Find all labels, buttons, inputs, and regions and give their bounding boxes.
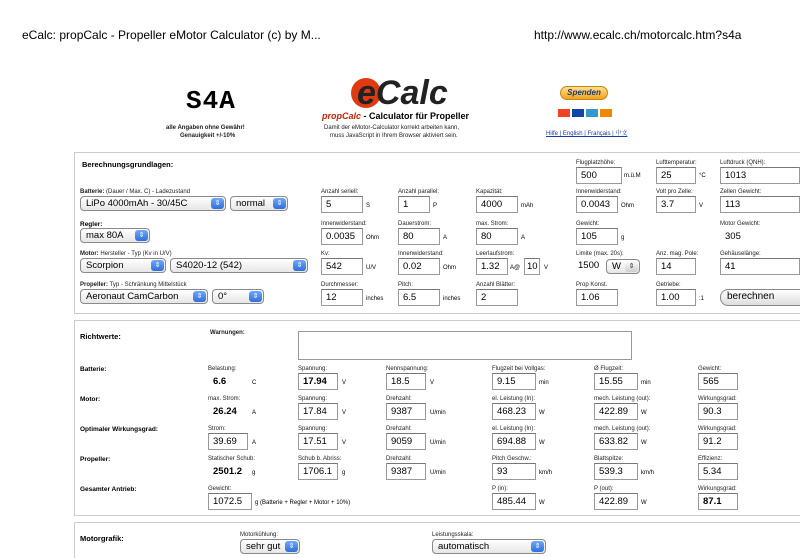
optimal-efficiency-value: 91.2	[698, 433, 738, 450]
pitch-speed-label: Pitch Geschw.:	[492, 456, 532, 462]
pitch-unit: inches	[443, 296, 461, 302]
scale-select[interactable]	[432, 539, 546, 554]
parallel-input[interactable]: 1	[398, 196, 430, 213]
elevation-label: Flugplatzhöhe:	[576, 160, 616, 166]
calculate-button[interactable]: berechnen	[720, 289, 800, 306]
subtitle-text: - Calculator für Propeller	[361, 111, 470, 121]
motor-power-in-label: el. Leistung (In):	[492, 396, 536, 402]
parallel-label: Anzahl parallel:	[398, 189, 440, 195]
motor-efficiency-value: 90.3	[698, 403, 738, 420]
static-thrust-label: Statischer Schub:	[208, 456, 256, 462]
prop-const-input[interactable]: 1.06	[576, 289, 618, 306]
temperature-unit: °C	[699, 173, 706, 179]
pressure-label: Luftdruck (QNH):	[720, 160, 766, 166]
result-propeller-label: Propeller:	[80, 456, 111, 463]
ctrl-weight-input[interactable]: 105	[576, 228, 618, 245]
optimal-power-in-value: 694.88	[492, 433, 536, 450]
charge-state-select[interactable]	[230, 196, 288, 211]
elevation-input[interactable]: 500	[576, 167, 622, 184]
s4a-logo: S4A	[186, 86, 236, 116]
cell-resistance-input[interactable]: 0.0043	[576, 196, 618, 213]
gear-input[interactable]: 1.00	[656, 289, 696, 306]
limit-input[interactable]: 1500	[576, 258, 604, 275]
controller-select[interactable]	[80, 228, 150, 243]
results-title: Richtwerte:	[80, 332, 121, 341]
temperature-input[interactable]: 25	[656, 167, 696, 184]
flight-full-label: Flugzeit bei Vollgas:	[492, 366, 546, 372]
elevation-unit: m.ü.M	[624, 173, 641, 179]
motor-resistance-unit: Ohm	[443, 265, 457, 271]
gear-unit: :1	[699, 296, 705, 302]
pitch-angle-select[interactable]	[212, 289, 264, 304]
prop-const-label: Prop Konst.	[576, 282, 608, 288]
motor-rpm-value: 9387	[386, 403, 426, 420]
ctrl-current-label: Dauerstrom:	[398, 221, 432, 227]
blades-label: Anzahl Blätter:	[476, 282, 516, 288]
scale-label: Leistungsskala:	[432, 532, 474, 538]
battery-select-value: LiPo 4000mAh - 30/45C	[86, 198, 188, 209]
disclaimer-line1: alle Angaben ohne Gewähr!	[166, 125, 245, 131]
donate-button[interactable]: Spenden	[560, 86, 608, 100]
prop-rpm-value: 9387	[386, 463, 426, 480]
help-language-links[interactable]: Hilfe | English | Français | 中文	[546, 131, 628, 137]
chevron-updown-icon: ⇕	[193, 291, 206, 302]
battery-sublabel: (Dauer / Max. C) - Ladezustand	[104, 189, 191, 195]
idle-current-input[interactable]: 1.32	[476, 258, 508, 275]
optimal-efficiency-label: Wirkungsgrad:	[698, 426, 737, 432]
chevron-updown-icon: ⇕	[293, 260, 306, 271]
pitch-speed-unit: km/h	[539, 470, 553, 476]
battery-voltage-unit: V	[342, 380, 347, 386]
motor-sublabel: Hersteller - Typ (Kv in U/V)	[98, 251, 172, 257]
motor-voltage-label: Spannung:	[298, 396, 328, 402]
motor-power-in-value: 468.23	[492, 403, 536, 420]
cell-weight-input[interactable]: 113	[720, 196, 800, 213]
diameter-input[interactable]: 12	[321, 289, 363, 306]
capacity-label: Kapazität:	[476, 189, 503, 195]
motor-current-value: 26.24	[208, 403, 248, 420]
motor-power-out-label: mech. Leistung (out):	[594, 396, 651, 402]
chevron-updown-icon: ⇕	[273, 198, 286, 209]
idle-current-at: A@	[510, 265, 521, 271]
total-p-out-unit: W	[641, 500, 647, 506]
cooling-select[interactable]	[240, 539, 300, 554]
motorgraph-title: Motorgrafik:	[80, 534, 124, 543]
battery-voltage-label: Spannung:	[298, 366, 328, 372]
flight-avg-value: 15.55	[594, 373, 638, 390]
idle-voltage-input[interactable]: 10	[524, 258, 540, 275]
controller-label: Regler:	[80, 221, 103, 228]
total-efficiency-value: 87.1	[698, 493, 738, 510]
gear-label: Getriebe:	[656, 282, 681, 288]
propeller-sublabel: Typ - Schränkung Mittelstück	[108, 282, 187, 288]
parallel-unit: P	[433, 203, 438, 209]
battery-label-bold: Batterie:	[80, 189, 105, 195]
poles-label: Anz. mag. Pole:	[656, 251, 699, 257]
payment-card-icons	[558, 104, 622, 113]
motor-power-out-unit: W	[641, 410, 647, 416]
page-url: http://www.ecalc.ch/motorcalc.htm?s4a	[534, 28, 742, 42]
volt-per-cell-unit: V	[699, 203, 704, 209]
kv-unit: U/V	[366, 265, 377, 271]
ctrl-current-input[interactable]: 80	[398, 228, 440, 245]
ctrl-weight-label: Gewicht:	[576, 221, 600, 227]
static-thrust-unit: g	[252, 470, 256, 476]
chevron-updown-icon: ⇕	[135, 230, 148, 241]
cell-resistance-unit: Ohm	[621, 203, 635, 209]
ctrl-resistance-label: Innenwiderstand:	[321, 221, 367, 227]
battery-nominal-value: 18.5	[386, 373, 426, 390]
idle-voltage-unit: V	[544, 265, 549, 271]
motor-type-value: S4020-12 (542)	[176, 260, 243, 271]
propcalc-label: propCalc	[322, 111, 362, 121]
prop-efficiency-value: 5.34	[698, 463, 738, 480]
result-battery-label: Batterie:	[80, 366, 107, 373]
total-weight-value: 1072.5	[208, 493, 252, 510]
chevron-updown-icon: ⇕	[625, 261, 638, 272]
flight-full-value: 9.15	[492, 373, 536, 390]
tip-speed-value: 539.3	[594, 463, 638, 480]
flight-full-unit: min	[539, 380, 549, 386]
volt-per-cell-label: Volt pro Zelle:	[656, 189, 693, 195]
propeller-type-select[interactable]	[80, 289, 208, 304]
tip-speed-label: Blattspitze:	[594, 456, 624, 462]
optimal-voltage-unit: V	[342, 440, 347, 446]
js-note-line1: Damit der eMotor-Calculator korrekt arbeiten kann,	[324, 125, 460, 131]
optimal-rpm-value: 9059	[386, 433, 426, 450]
optimal-power-out-unit: W	[641, 440, 647, 446]
ctrl-max-label: max. Strom:	[476, 221, 509, 227]
ctrl-current-unit: A	[443, 235, 448, 241]
controller-select-value: max 80A	[86, 230, 124, 241]
total-weight-label: Gewicht:	[208, 486, 232, 492]
motor-type-select[interactable]	[170, 258, 308, 273]
result-motor-label: Motor:	[80, 396, 101, 403]
motor-label	[80, 251, 172, 257]
propeller-type-value: Aeronaut CamCarbon	[86, 291, 179, 302]
motor-power-in-unit: W	[539, 410, 545, 416]
battery-nominal-unit: V	[430, 380, 435, 386]
battery-nominal-label: Nennspannung:	[386, 366, 429, 372]
poles-input[interactable]: 14	[656, 258, 696, 275]
optimal-power-in-unit: W	[539, 440, 545, 446]
result-optimal-label: Optimaler Wirkungsgrad:	[80, 426, 158, 433]
optimal-power-in-label: el. Leistung (In):	[492, 426, 536, 432]
limit-unit-value: W	[612, 261, 621, 272]
total-p-out-label: P (out):	[594, 486, 614, 492]
window-title: eCalc: propCalc - Propeller eMotor Calculator (c) by M...	[22, 28, 321, 42]
kv-input[interactable]: 542	[321, 258, 363, 275]
scale-select-value: automatisch	[438, 541, 490, 552]
ecalc-logo: eCalc	[357, 74, 448, 112]
idle-current-label: Leerlaufstrom:	[476, 251, 515, 257]
chevron-updown-icon: ⇕	[531, 541, 544, 552]
case-length-input[interactable]: 41	[720, 258, 800, 275]
ctrl-resistance-input[interactable]: 0.0035	[321, 228, 363, 245]
chevron-updown-icon: ⇕	[249, 291, 262, 302]
battery-weight-label: Gewicht:	[698, 366, 722, 372]
motor-weight-value: 305	[720, 228, 800, 245]
optimal-voltage-value: 17.51	[298, 433, 338, 450]
result-total-label: Gesamter Antrieb:	[80, 486, 137, 493]
motor-current-label: max. Strom:	[208, 396, 241, 402]
ctrl-max-unit: A	[521, 235, 526, 241]
prop-rpm-unit: U/min	[430, 470, 446, 476]
chevron-updown-icon: ⇕	[151, 260, 164, 271]
blades-input[interactable]: 2	[476, 289, 518, 306]
temperature-label: Lufttemperatur:	[656, 160, 697, 166]
diameter-unit: inches	[366, 296, 384, 302]
battery-load-unit: C	[252, 380, 257, 386]
motor-voltage-value: 17.84	[298, 403, 338, 420]
optimal-rpm-label: Drehzahl:	[386, 426, 412, 432]
capacity-unit: mAh	[521, 203, 534, 209]
optimal-voltage-label: Spannung:	[298, 426, 328, 432]
optimal-power-out-value: 633.82	[594, 433, 638, 450]
kv-label: Kv:	[321, 251, 330, 257]
motor-weight-label: Motor Gewicht:	[720, 221, 761, 227]
warnings-box	[298, 331, 632, 360]
serial-label: Anzahl seriell:	[321, 189, 359, 195]
motor-voltage-unit: V	[342, 410, 347, 416]
total-p-in-value: 485.44	[492, 493, 536, 510]
ctrl-weight-unit: g	[621, 235, 625, 241]
disclaimer-line2: Genauigkeit +/-10%	[180, 133, 236, 139]
cell-weight-label: Zellen Gewicht:	[720, 189, 762, 195]
propeller-label-bold: Propeller:	[80, 282, 109, 288]
motor-maker-select[interactable]	[80, 258, 166, 273]
optimal-current-label: Strom:	[208, 426, 226, 432]
stall-thrust-unit: g	[342, 470, 346, 476]
pitch-speed-value: 93	[492, 463, 536, 480]
ctrl-resistance-unit: Ohm	[366, 235, 380, 241]
total-weight-unit: g (Batterie + Regler + Motor + 10%)	[255, 500, 351, 506]
total-p-in-label: P (in):	[492, 486, 508, 492]
motor-resistance-input[interactable]: 0.02	[398, 258, 440, 275]
motor-rpm-unit: U/min	[430, 410, 446, 416]
motor-efficiency-label: Wirkungsgrad:	[698, 396, 737, 402]
volt-per-cell-input[interactable]: 3.7	[656, 196, 696, 213]
prop-rpm-label: Drehzahl:	[386, 456, 412, 462]
cell-resistance-label: Innenwiderstand:	[576, 189, 622, 195]
battery-select[interactable]	[80, 196, 226, 211]
cooling-select-value: sehr gut	[246, 541, 281, 552]
battery-voltage-value: 17.94	[298, 373, 338, 390]
basics-title: Berechnungsgrundlagen:	[82, 160, 174, 169]
stall-thrust-value: 1706.1	[298, 463, 338, 480]
js-note-line2: muss JavaScript in Ihrem Browser aktiviert sein.	[330, 133, 458, 139]
motor-power-out-value: 422.89	[594, 403, 638, 420]
optimal-power-out-label: mech. Leistung (out):	[594, 426, 651, 432]
chevron-updown-icon: ⇕	[211, 198, 224, 209]
motor-resistance-label: Innenwiderstand:	[398, 251, 444, 257]
optimal-rpm-unit: U/min	[430, 440, 446, 446]
propeller-label	[80, 282, 187, 288]
total-p-out-value: 422.89	[594, 493, 638, 510]
optimal-current-unit: A	[252, 440, 257, 446]
limit-unit-select[interactable]	[606, 259, 640, 274]
prop-efficiency-label: Effizienz:	[698, 456, 723, 462]
pitch-input[interactable]: 6.5	[398, 289, 440, 306]
total-efficiency-label: Wirkungsgrad:	[698, 486, 737, 492]
subtitle	[322, 111, 469, 121]
battery-load-value: 6.6	[208, 373, 248, 390]
motor-maker-value: Scorpion	[86, 260, 124, 271]
pitch-angle-value: 0°	[218, 291, 228, 302]
optimal-current-value: 39.69	[208, 433, 248, 450]
diameter-label: Durchmesser:	[321, 282, 359, 288]
motor-label-bold: Motor:	[80, 251, 99, 257]
ctrl-max-input[interactable]: 80	[476, 228, 518, 245]
battery-weight-value: 565	[698, 373, 738, 390]
chevron-updown-icon: ⇕	[285, 541, 298, 552]
pitch-label: Pitch:	[398, 282, 414, 288]
warnings-label: Warnungen:	[210, 330, 245, 336]
pressure-input[interactable]: 1013	[720, 167, 800, 184]
battery-load-label: Belastung:	[208, 366, 237, 372]
limit-label: Limite (max. 20s):	[576, 251, 624, 257]
flight-avg-label: Ø Flugzeit:	[594, 366, 624, 372]
cooling-label: Motorkühlung:	[240, 532, 279, 538]
static-thrust-value: 2501.2	[208, 463, 248, 480]
motor-rpm-label: Drehzahl:	[386, 396, 412, 402]
total-p-in-unit: W	[539, 500, 545, 506]
serial-unit: S	[366, 203, 371, 209]
motor-current-unit: A	[252, 410, 257, 416]
case-length-label: Gehäuselänge:	[720, 251, 761, 257]
capacity-input[interactable]: 4000	[476, 196, 518, 213]
serial-input[interactable]: 5	[321, 196, 363, 213]
charge-state-value: normal	[236, 198, 266, 209]
battery-label	[80, 189, 190, 195]
flight-avg-unit: min	[641, 380, 651, 386]
stall-thrust-label: Schub b. Abriss:	[298, 456, 342, 462]
tip-speed-unit: km/h	[641, 470, 655, 476]
